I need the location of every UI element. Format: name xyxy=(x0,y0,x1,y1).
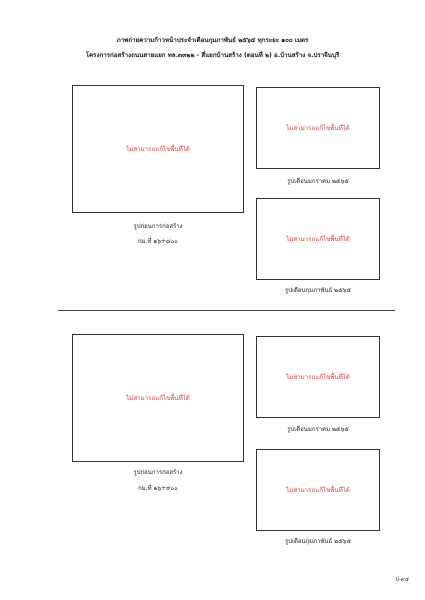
photo-before-2-km: กม.ที่ ๑๖+๙๐๐ xyxy=(138,485,178,492)
photo-placeholder-text: ไม่สามารถแก้ไขพื้นที่ได้ xyxy=(286,125,350,132)
report-title: ภาพถ่ายความก้าวหน้าประจำเดือนกุมภาพันธ์ ๒๕๖๕ ทุกระยะ ๑๐๐ เมตร xyxy=(116,37,309,44)
photo-jan-1 xyxy=(256,87,380,169)
photo-feb-1 xyxy=(256,198,380,280)
photo-placeholder-text: ไม่สามารถแก้ไขพื้นที่ได้ xyxy=(286,236,350,243)
photo-before-1 xyxy=(72,85,244,213)
photo-jan-1-caption: รูปเดือนมกราคม ๒๕๖๕ xyxy=(287,178,349,185)
photo-placeholder-text: ไม่สามารถแก้ไขพื้นที่ได้ xyxy=(286,487,350,494)
photo-before-2 xyxy=(72,334,244,462)
page-number: ป-๙๕ xyxy=(395,577,409,583)
photo-before-1-km: กม.ที่ ๑๖+๘๐๐ xyxy=(138,238,178,245)
project-title: โครงการก่อสร้างถนนสายแยก ทล.๓๓๒๒ - สี่แยกบ้านสร้าง (ตอนที่ ๒) อ.บ้านสร้าง จ.ปราจีนบุรี xyxy=(85,52,340,59)
photo-before-1-caption: รูปก่อนการก่อสร้าง xyxy=(133,223,183,230)
photo-feb-2-caption: รูปเดือนกุมภาพันธ์ ๒๕๖๕ xyxy=(284,538,352,545)
photo-feb-2 xyxy=(256,449,380,531)
photo-placeholder-text: ไม่สามารถแก้ไขพื้นที่ได้ xyxy=(126,395,190,402)
photo-placeholder-text: ไม่สามารถแก้ไขพื้นที่ได้ xyxy=(126,146,190,153)
photo-placeholder-text: ไม่สามารถแก้ไขพื้นที่ได้ xyxy=(286,374,350,381)
section-divider xyxy=(58,310,395,311)
photo-before-2-caption: รูปก่อนการก่อสร้าง xyxy=(133,469,183,476)
photo-jan-2 xyxy=(256,336,380,418)
photo-feb-1-caption: รูปเดือนกุมภาพันธ์ ๒๕๖๕ xyxy=(284,287,352,294)
photo-jan-2-caption: รูปเดือนมกราคม ๒๕๖๕ xyxy=(287,426,349,433)
